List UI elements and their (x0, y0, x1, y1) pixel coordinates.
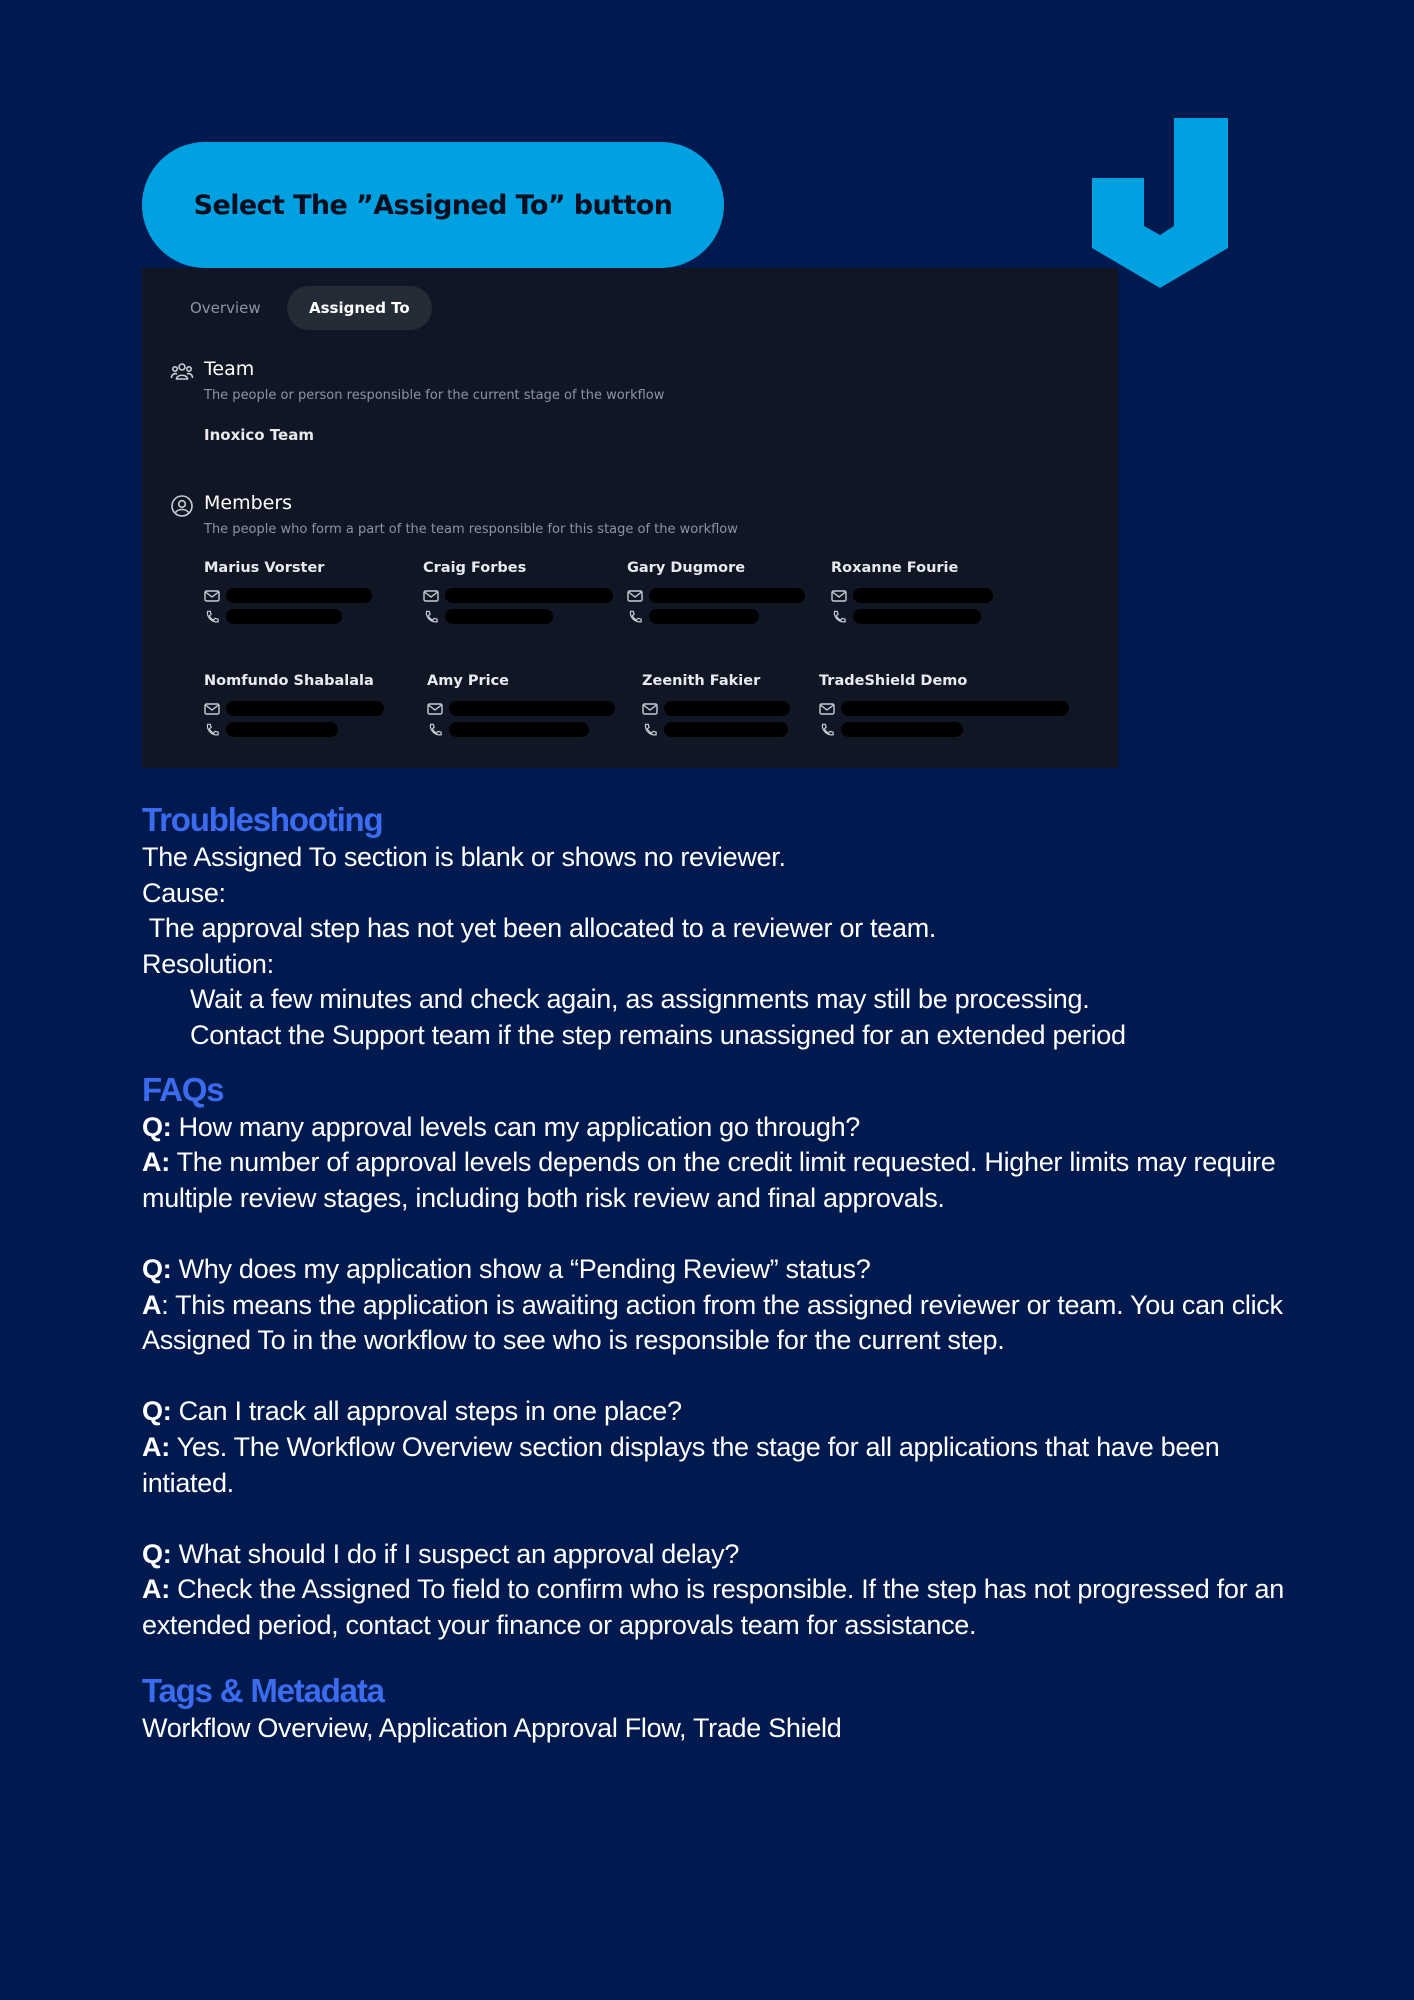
question-text: What should I do if I suspect an approval delay? (171, 1538, 740, 1569)
instruction-banner (142, 142, 724, 268)
tab-overview[interactable]: Overview (190, 299, 261, 317)
member-card (423, 560, 623, 630)
resolution-step-2: Contact the Support team if the step remains unassigned for an extended period (190, 1019, 1126, 1050)
tags-heading: Tags & Metadata (142, 1672, 384, 1710)
mail-icon (642, 701, 658, 715)
redacted-email (226, 588, 372, 603)
answer-text: Check the Assigned To field to confirm who is responsible. If the step has not progressed for an extended period, contact your finance or approvals team for assistance. (142, 1574, 1284, 1640)
redacted-email (449, 701, 615, 716)
answer-text: Yes. The Workflow Overview section displays the stage for all applications that have been intiated. (142, 1431, 1220, 1498)
phone-icon (423, 609, 439, 623)
member-name: Gary Dugmore (627, 560, 746, 576)
tradeshield-logo (1092, 118, 1228, 288)
redacted-phone (841, 722, 963, 737)
member-card (204, 673, 404, 743)
member-card (831, 560, 1031, 630)
mail-icon (627, 588, 643, 602)
redacted-email (445, 588, 613, 603)
phone-icon (819, 722, 835, 736)
tags-text: Workflow Overview, Application Approval Flow, Trade Shield (142, 1713, 842, 1744)
member-name: Craig Forbes (423, 560, 527, 576)
faq-question-4 (142, 1537, 1312, 1573)
question-text: Can I track all approval steps in one place? (171, 1396, 682, 1427)
instruction-label: Select The ”Assigned To” button (193, 189, 673, 221)
member-card (627, 560, 827, 630)
phone-icon (204, 609, 220, 623)
phone-icon (427, 722, 443, 736)
a-label: A: (142, 1431, 170, 1462)
a-label: A: (142, 1147, 170, 1178)
member-name: Roxanne Fourie (831, 560, 959, 576)
member-name: Amy Price (427, 673, 510, 689)
faq-question-2 (142, 1252, 1312, 1288)
team-icon (170, 360, 194, 384)
question-text: Why does my application show a “Pending Review” status? (171, 1253, 871, 1284)
q-label: Q: (142, 1253, 172, 1284)
a-label: A (142, 1289, 162, 1320)
redacted-email (853, 588, 993, 603)
issue-text: The Assigned To section is blank or shows no reviewer. (142, 842, 786, 872)
faq-question-3 (142, 1394, 1312, 1430)
redacted-email (664, 701, 790, 716)
cause-label: Cause: (142, 877, 226, 908)
member-card (427, 673, 627, 743)
team-name: Inoxico Team (204, 426, 314, 444)
faqs-heading: FAQs (142, 1070, 224, 1108)
phone-icon (642, 722, 658, 736)
question-text: How many approval levels can my application go through? (171, 1111, 860, 1142)
redacted-phone (853, 609, 981, 624)
members-title: Members (204, 492, 293, 514)
redacted-phone (226, 609, 342, 624)
mail-icon (819, 701, 835, 715)
member-card (204, 560, 404, 630)
member-name: Marius Vorster (204, 560, 325, 576)
members-subtitle: The people who form a part of the team responsible for this stage of the workflow (204, 522, 738, 537)
q-label: Q: (142, 1111, 172, 1142)
faq-answer-1 (142, 1145, 1312, 1216)
resolution-label: Resolution: (142, 948, 274, 979)
mail-icon (427, 701, 443, 715)
mail-icon (423, 588, 439, 602)
member-name: Nomfundo Shabalala (204, 673, 374, 689)
redacted-phone (649, 609, 759, 624)
mail-icon (204, 588, 220, 602)
member-card (819, 673, 1019, 743)
faq-question-1 (142, 1110, 1312, 1146)
faq-answer-4 (142, 1572, 1312, 1643)
q-label: Q: (142, 1396, 172, 1427)
mail-icon (831, 588, 847, 602)
faq-answer-3 (142, 1430, 1312, 1501)
redacted-email (226, 701, 384, 716)
redacted-email (649, 588, 805, 603)
mail-icon (204, 701, 220, 715)
phone-icon (204, 722, 220, 736)
team-title: Team (204, 358, 255, 380)
answer-text: The number of approval levels depends on the credit limit requested. Higher limits may require multiple review stages, including both risk review and final approvals. (142, 1147, 1276, 1213)
member-name: Zeenith Fakier (642, 673, 761, 689)
phone-icon (627, 609, 643, 623)
answer-text: : This means the application is awaiting action from the assigned reviewer or team. You can click Assigned To in the workflow to see who is responsible for the current step. (142, 1289, 1283, 1356)
assigned-to-panel-screenshot (142, 268, 1118, 768)
troubleshooting-heading: Troubleshooting (142, 801, 383, 838)
a-label: A: (142, 1574, 170, 1605)
cause-text: The approval step has not yet been allocated to a reviewer or team. (142, 913, 937, 944)
redacted-email (841, 701, 1069, 716)
redacted-phone (445, 609, 553, 624)
member-name: TradeShield Demo (819, 673, 968, 689)
redacted-phone (449, 722, 589, 737)
resolution-step-1: Wait a few minutes and check again, as assignments may still be processing. (190, 984, 1090, 1015)
member-user-icon (170, 494, 194, 518)
member-card (642, 673, 842, 743)
q-label: Q: (142, 1538, 172, 1569)
team-subtitle: The people or person responsible for the current stage of the workflow (204, 388, 665, 403)
article-body (142, 800, 1312, 1747)
faq-answer-2 (142, 1288, 1312, 1359)
redacted-phone (664, 722, 788, 737)
phone-icon (831, 609, 847, 623)
redacted-phone (226, 722, 338, 737)
tab-assigned-to[interactable]: Assigned To (287, 286, 432, 330)
